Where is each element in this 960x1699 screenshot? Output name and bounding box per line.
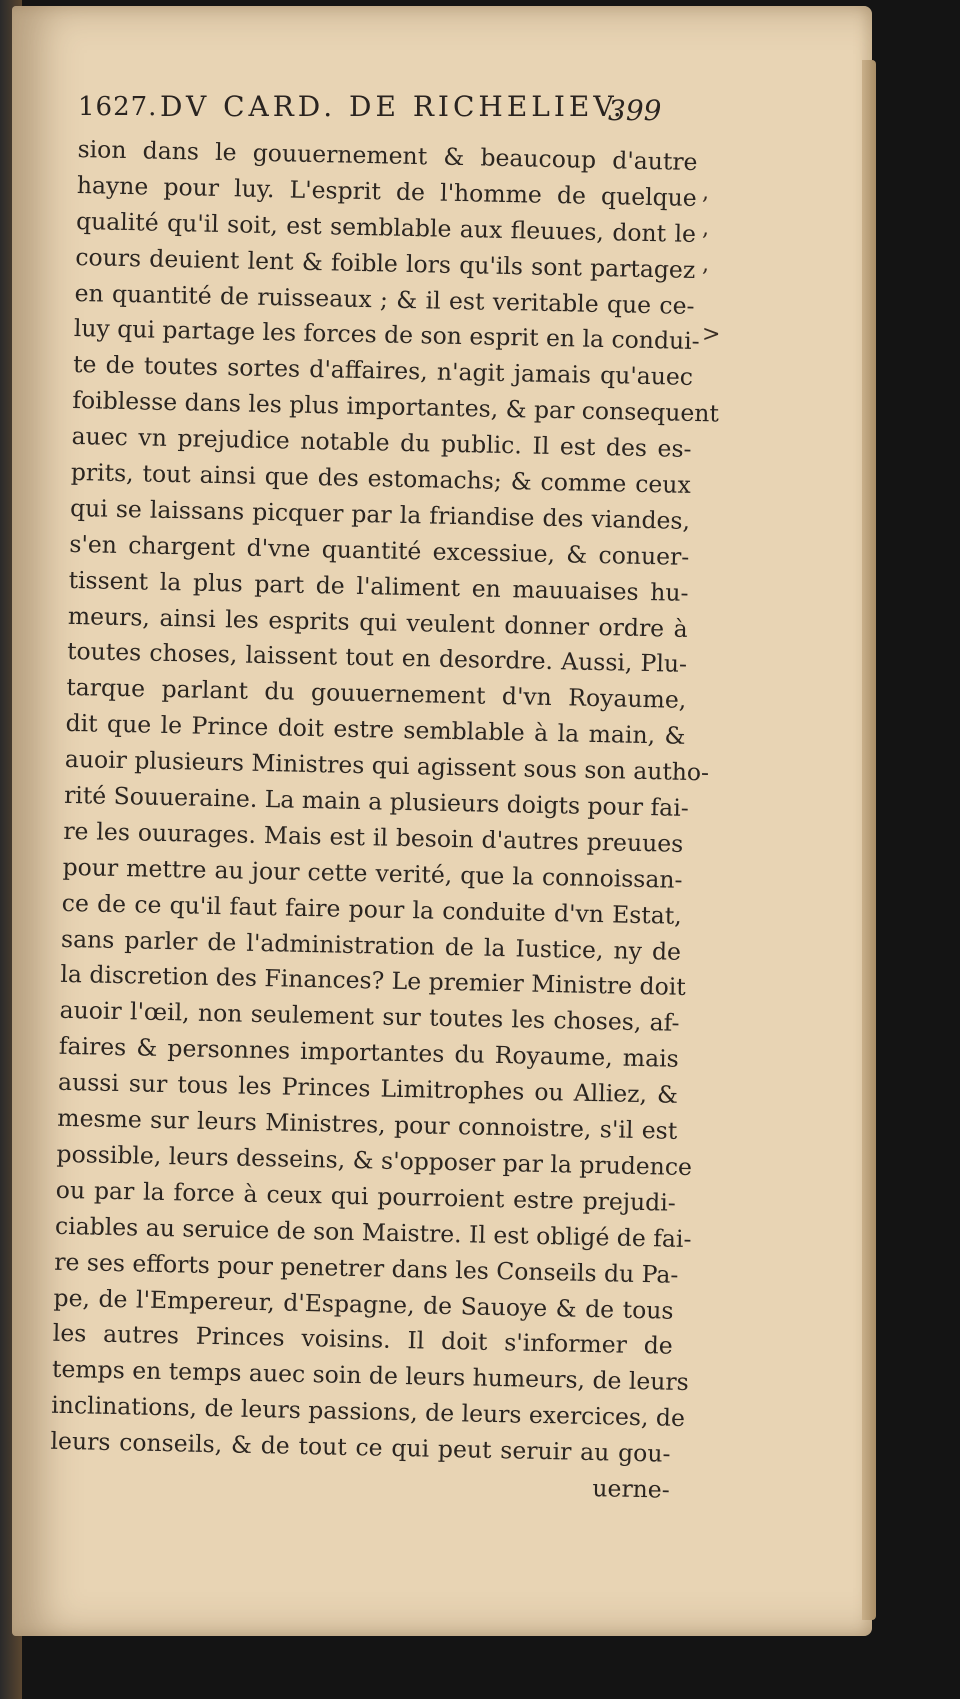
- margin-mark: ,: [702, 252, 709, 277]
- text-line: sion dans le gouuernement & beaucoup d'autre: [77, 134, 698, 176]
- text-line: rité Souueraine. La main a plusieurs doigts pour fai-: [63, 780, 689, 822]
- margin-mark: ,: [702, 216, 709, 241]
- text-line: qualité qu'il soit, est semblable aux fleuues, dont le: [75, 206, 697, 248]
- text-line: prits, tout ainsi que des estomachs; & comme ceux: [70, 457, 692, 499]
- margin-mark: >: [702, 322, 721, 347]
- text-line: auoir l'œil, non seulement sur toutes les choses, af-: [59, 996, 680, 1038]
- running-header: [78, 86, 698, 130]
- text-line: auoir plusieurs Ministres qui agissent sous son autho-: [64, 745, 710, 787]
- text-line: leurs conseils, & de tout ce qui peut seruir au gou-: [50, 1426, 671, 1468]
- text-line: re ses efforts pour penetrer dans les Conseils du Pa-: [54, 1247, 679, 1289]
- text-line: s'en chargent d'vne quantité excessiue, & conuer-: [69, 529, 690, 571]
- text-line: cours deuient lent & foible lors qu'ils sont partagez: [75, 242, 696, 284]
- page-fore-edge: [862, 60, 876, 1620]
- text-line: pour mettre au jour cette verité, que la connoissan-: [62, 852, 683, 894]
- text-line: ou par la force à ceux qui pourroient estre prejudi-: [55, 1175, 677, 1217]
- text-line: foiblesse dans les plus importantes, & par consequent: [72, 386, 720, 428]
- text-line: luy qui partage les forces de son esprit en la condui-: [73, 314, 700, 356]
- text-line: meurs, ainsi les esprits qui veulent donner ordre à: [67, 601, 689, 643]
- text-line: ciables au seruice de son Maistre. Il est obligé de fai-: [54, 1211, 692, 1253]
- page-body-text: [49, 132, 720, 1509]
- text-line: la discretion des Finances? Le premier Ministre doit: [60, 960, 686, 1002]
- header-title: DV CARD. DE RICHELIEV.: [160, 90, 626, 123]
- header-year: 1627.: [78, 92, 158, 122]
- text-line: inclinations, de leurs passions, de leurs exercices, de: [51, 1390, 686, 1433]
- text-line: pe, de l'Empereur, d'Espagne, de Sauoye & de tous: [53, 1283, 674, 1325]
- text-line: re les ouurages. Mais est il besoin d'autres preuues: [63, 816, 684, 858]
- text-line: te de toutes sortes d'affaires, n'agit jamais qu'auec: [72, 350, 694, 392]
- page-number: 399: [608, 94, 662, 127]
- text-line: faires & personnes importantes du Royaume, mais: [58, 1032, 680, 1074]
- text-line: qui se laissans picquer par la friandise des viandes,: [69, 493, 691, 535]
- text-line: mesme sur leurs Ministres, pour connoistre, s'il est: [57, 1103, 678, 1145]
- text-line: tarque parlant du gouuernement d'vn Royaume,: [66, 673, 687, 715]
- text-line: auec vn prejudice notable du public. Il est des es-: [71, 422, 692, 464]
- text-line: en quantité de ruisseaux ; & il est veritable que ce-: [74, 278, 695, 320]
- text-line: dit que le Prince doit estre semblable à la main, &: [65, 709, 686, 751]
- text-line: uerne-: [592, 1474, 670, 1504]
- margin-mark: ,: [702, 180, 709, 205]
- text-line: toutes choses, laissent tout en desordre. Aussi, Plu-: [66, 637, 688, 679]
- text-line: aussi sur tous les Princes Limitrophes ou Alliez, &: [57, 1067, 679, 1109]
- text-line: hayne pour luy. L'esprit de l'homme de quelque: [76, 170, 698, 212]
- text-line: sans parler de l'administration de la Iustice, ny de: [60, 924, 682, 966]
- text-line: tissent la plus part de l'aliment en mauuaises hu-: [68, 565, 689, 607]
- text-line: possible, leurs desseins, & s'opposer par la prudence: [56, 1139, 693, 1182]
- text-line: ce de ce qu'il faut faire pour la conduite d'vn Estat,: [61, 888, 683, 930]
- text-line: temps en temps auec soin de leurs humeurs, de leurs: [51, 1355, 690, 1397]
- text-line: les autres Princes voisins. Il doit s'informer de: [52, 1319, 673, 1361]
